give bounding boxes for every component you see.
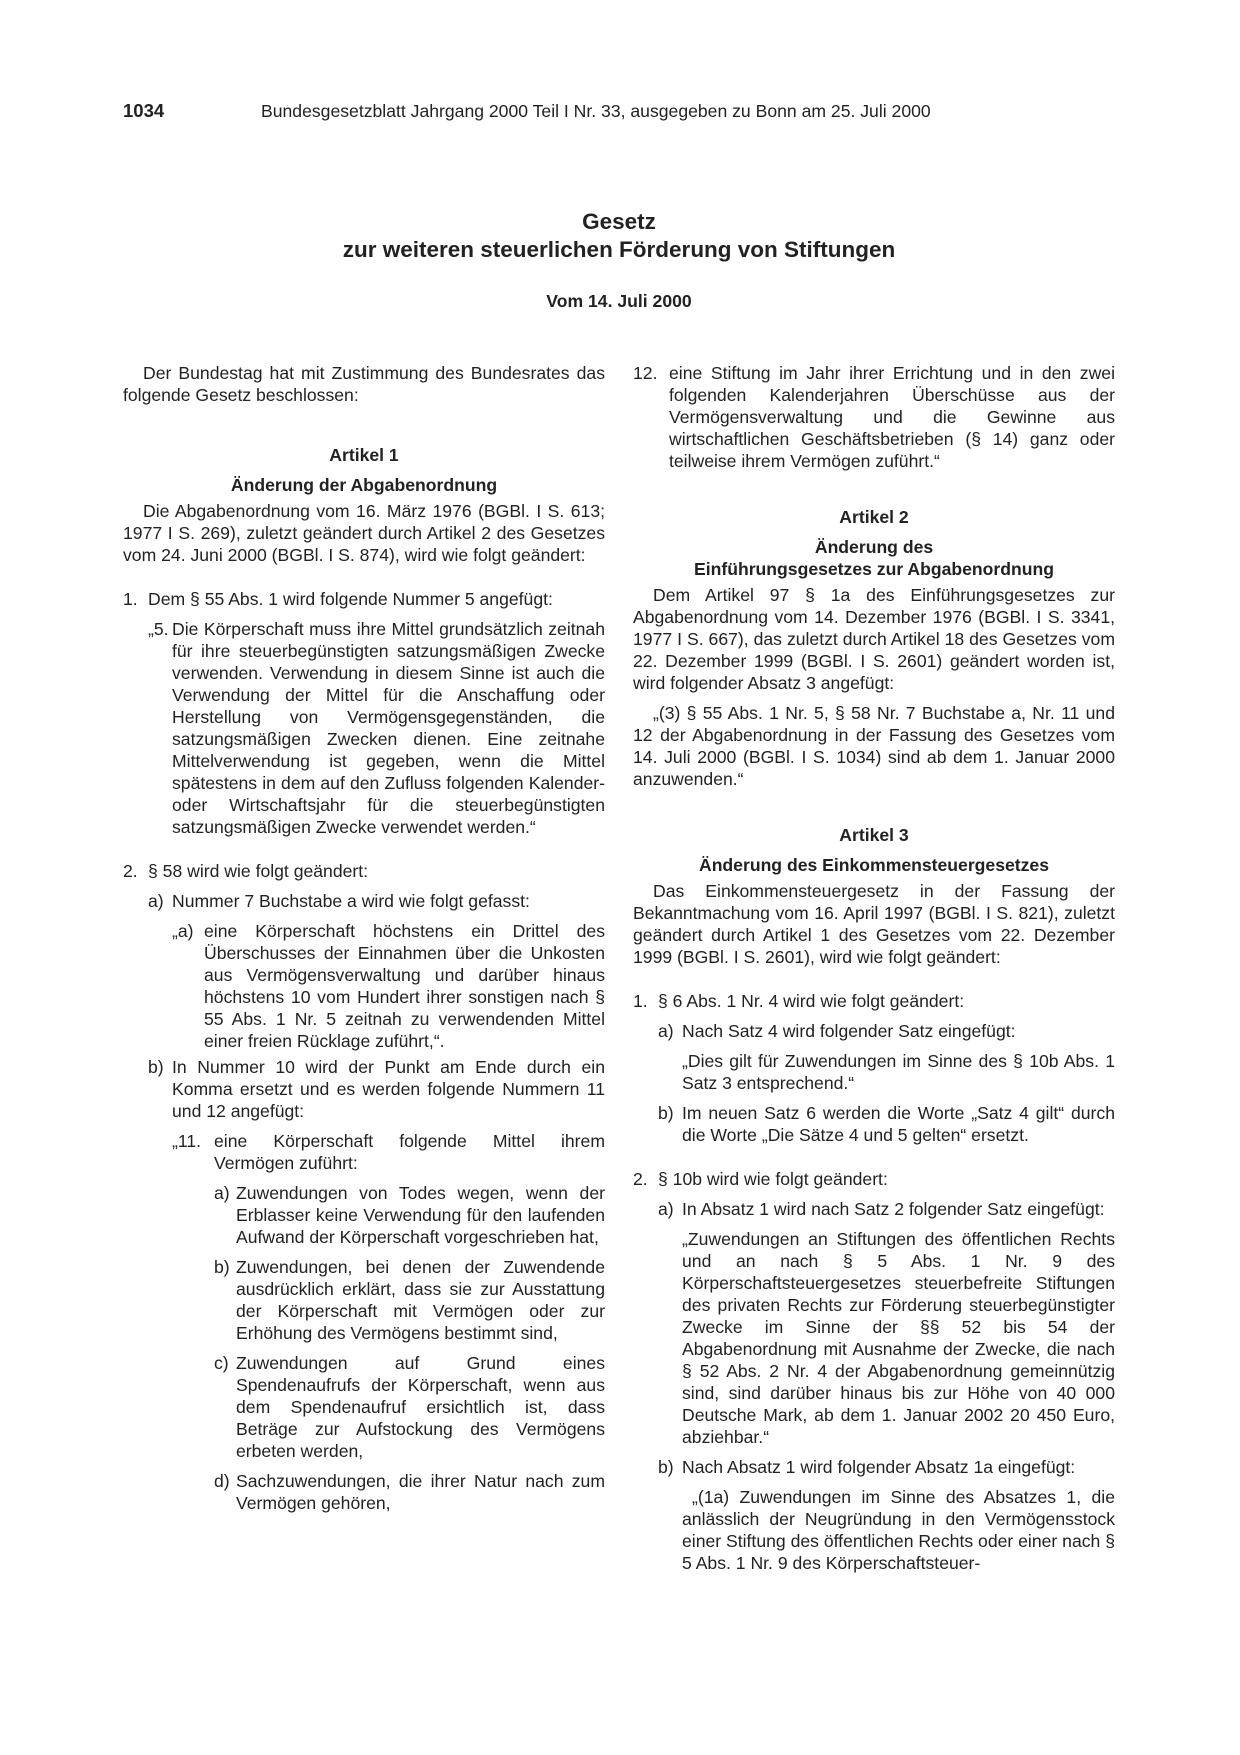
quote-text: Die Körperschaft muss ihre Mittel grundsätzlich zeitnah für ihre steuerbegünstigten satzungsmäßigen Zwecke verwenden. Verwendung in diesem Sinne ist auch die Verwendung der Mittel für die Anschaffung oder Herstellung von Vermögensgegenständen, die satzungsmäßigen Zwecken dienen. Eine zeitnahe Mittelverwendung ist gegeben, wenn die Mittel spätestens in dem auf den Zufluss folgenden Kalender- oder Wirtschaftsjahr für die steuerbegünstigten satzungsmäßigen Zwecke verwendet werden.“ (172, 619, 605, 837)
quote-number: „11. (172, 1131, 202, 1151)
nested-sub-text: Zuwendungen von Todes wegen, wenn der Erblasser keine Verwendung für den laufenden Aufwand der Körperschaft vorgeschrieben hat, (236, 1183, 605, 1247)
sub-item-a (658, 1198, 1115, 1448)
sub-item-a (148, 890, 605, 1052)
nested-sub-item (214, 1256, 605, 1344)
article-3-label: Artikel 3 (839, 825, 909, 845)
item-number: 1. (633, 991, 648, 1011)
law-date: Vom 14. Juli 2000 (546, 291, 692, 311)
nested-sub-label: b) (214, 1257, 230, 1277)
nested-sub-label: d) (214, 1471, 230, 1491)
nested-sub-item (214, 1182, 605, 1248)
nested-sub-label: a) (214, 1183, 230, 1203)
article-1-label: Artikel 1 (329, 445, 399, 465)
item-text: Dem § 55 Abs. 1 wird folgende Nummer 5 angefügt: (148, 589, 553, 609)
sub-item-text: Nummer 7 Buchstabe a wird wie folgt gefasst: (172, 891, 530, 911)
item-number: 2. (123, 861, 138, 881)
enactment-clause: Der Bundestag hat mit Zustimmung des Bundesrates das folgende Gesetz beschlossen: (123, 363, 605, 405)
article-1-item-1 (123, 588, 605, 838)
quoted-sentence: „Zuwendungen an Stiftungen des öffentlichen Rechts und an nach § 5 Abs. 1 Nr. 9 des Körperschaftsteuergesetzes steuerbefreite Stiftungen des privaten Rechts zur Förderung steuerbegünstigter Zwecke im Sinne der §§ 52 bis 54 der Abgabenordnung mit Ausnahme der Zwecke, die nach § 52 Abs. 2 Nr. 4 der Abgabenordnung gemeinnützig sind, sind darüber hinaus bis zur Höhe von 40 000 Deutsche Mark, ab dem 1. Januar 2002 20 450 Euro, abziehbar.“ (682, 1229, 1115, 1447)
article-3-item-2 (633, 1168, 1115, 1574)
item-text: § 58 wird wie folgt geändert: (148, 861, 369, 881)
page-number: 1034 (123, 100, 165, 121)
sub-item-a (658, 1020, 1115, 1094)
article-3-item-1 (633, 990, 1115, 1146)
nested-sub-text: Zuwendungen auf Grund eines Spendenaufrufs der Körperschaft, wenn aus dem Spendenaufruf ersichtlich ist, dass Beträge zur Aufstockung des Vermögens erbeten werden, (236, 1353, 605, 1461)
quoted-provision-12 (633, 362, 1115, 472)
article-2-heading-line2: Einführungsgesetzes zur Abgabenordnung (693, 559, 1055, 579)
item-text: § 6 Abs. 1 Nr. 4 wird wie folgt geändert: (658, 991, 965, 1011)
article-2-quote: „(3) § 55 Abs. 1 Nr. 5, § 58 Nr. 7 Buchstabe a, Nr. 11 und 12 der Abgabenordnung in der Fassung des Gesetzes vom 14. Juli 2000 (BGBl. I S. 1034) sind ab dem 1. Januar 2000 anzuwenden.“ (633, 703, 1115, 789)
quote-number: 12. (633, 363, 658, 383)
running-title: Bundesgesetzblatt Jahrgang 2000 Teil I Nr. 33, ausgegeben zu Bonn am 25. Juli 2000 (261, 101, 931, 121)
sub-item-label: b) (658, 1103, 674, 1123)
quote-text: eine Körperschaft höchstens ein Drittel des Überschusses der Einnahmen über die Unkosten aus Vermögensverwaltung und darüber hinaus höchstens 10 vom Hundert ihrer sonstigen nach § 55 Abs. 1 Nr. 5 zeitnah zu verwendenden Mittel einer freien Rücklage zuführt,“. (204, 921, 605, 1051)
quote-number: „5. (148, 619, 169, 639)
article-1-heading: Änderung der Abgabenordnung (230, 475, 498, 495)
nested-sub-item (214, 1352, 605, 1462)
quote-number: „a) (172, 921, 194, 941)
nested-sub-text: Zuwendungen, bei denen der Zuwendende ausdrücklich erklärt, dass sie zur Ausstattung der Körperschaft mit Vermögen oder zur Erhöhung des Vermögens bestimmt sind, (236, 1257, 605, 1343)
sub-item-b (658, 1102, 1115, 1146)
sub-item-b (658, 1456, 1115, 1574)
quoted-paragraph-1a: „(1a) Zuwendungen im Sinne des Absatzes 1, die anlässlich der Neugründung in den Vermögensstock einer Stiftung des öffentlichen Rechts oder einer nach § 5 Abs. 1 Nr. 9 des Körperschaftsteuer- (682, 1487, 1115, 1573)
item-number: 2. (633, 1169, 648, 1189)
nested-sub-item (214, 1470, 605, 1514)
item-number: 1. (123, 589, 138, 609)
sub-item-text: In Nummer 10 wird der Punkt am Ende durch ein Komma ersetzt und es werden folgende Nummern 11 und 12 angefügt: (172, 1057, 605, 1121)
sub-item-label: a) (148, 891, 164, 911)
quoted-provision (148, 618, 605, 838)
sub-item-b (148, 1056, 605, 1514)
article-1-item-2 (123, 860, 605, 1514)
item-text: § 10b wird wie folgt geändert: (658, 1169, 888, 1189)
running-header (123, 100, 1160, 122)
nested-sub-label: c) (214, 1353, 229, 1373)
left-column (123, 362, 605, 1514)
quoted-provision-11 (172, 1130, 605, 1514)
sub-item-label: a) (658, 1199, 674, 1219)
sub-item-text: Im neuen Satz 6 werden die Worte „Satz 4 gilt“ durch die Worte „Die Sätze 4 und 5 gelten“ ersetzt. (682, 1103, 1115, 1145)
sub-item-label: a) (658, 1021, 674, 1041)
article-2-label: Artikel 2 (839, 507, 909, 527)
sub-item-text: Nach Satz 4 wird folgender Satz eingefügt: (682, 1021, 1016, 1041)
sub-item-text: Nach Absatz 1 wird folgender Absatz 1a eingefügt: (682, 1457, 1076, 1477)
quoted-provision (172, 920, 605, 1052)
article-2-intro: Dem Artikel 97 § 1a des Einführungsgesetzes zur Abgabenordnung vom 14. Dezember 1976 (BGBl. I S. 3341, 1977 I S. 667), das zuletzt durch Artikel 18 des Gesetzes vom 22. Dezember 1999 (BGBl. I S. 2601) geändert worden ist, wird folgender Absatz 3 angefügt: (633, 585, 1115, 693)
quote-text: eine Stiftung im Jahr ihrer Errichtung und in den zwei folgenden Kalenderjahren Überschüsse aus der Vermögensverwaltung und die Gewinne aus wirtschaftlichen Geschäftsbetrieben (§ 14) ganz oder teilweise ihrem Vermögen zuführt.“ (669, 363, 1115, 471)
article-1-intro: Die Abgabenordnung vom 16. März 1976 (BGBl. I S. 613; 1977 I S. 269), zuletzt geändert durch Artikel 2 des Gesetzes vom 24. Juni 2000 (BGBl. I S. 874), wird wie folgt geändert: (123, 501, 605, 565)
right-column (633, 362, 1115, 1574)
sub-item-label: b) (658, 1457, 674, 1477)
quote-text: eine Körperschaft folgende Mittel ihrem Vermögen zuführt: (214, 1131, 605, 1173)
nested-sub-text: Sachzuwendungen, die ihrer Natur nach zum Vermögen gehören, (236, 1471, 605, 1513)
article-2-heading-line1: Änderung des (814, 537, 934, 557)
law-title-block (123, 208, 1115, 312)
sub-item-label: b) (148, 1057, 164, 1077)
article-3-heading: Änderung des Einkommensteuergesetzes (698, 855, 1050, 875)
law-title-line2: zur weiteren steuerlichen Förderung von Stiftungen (342, 237, 896, 262)
sub-item-text: In Absatz 1 wird nach Satz 2 folgender Satz eingefügt: (682, 1199, 1105, 1219)
quoted-sentence: „Dies gilt für Zuwendungen im Sinne des § 10b Abs. 1 Satz 3 entsprechend.“ (682, 1051, 1115, 1093)
law-title-line1: Gesetz (582, 209, 656, 234)
article-3-intro: Das Einkommensteuergesetz in der Fassung der Bekanntmachung vom 16. April 1997 (BGBl. I S. 821), zuletzt geändert durch Artikel 1 des Gesetzes vom 22. Dezember 1999 (BGBl. I S. 2601), wird wie folgt geändert: (633, 881, 1115, 967)
